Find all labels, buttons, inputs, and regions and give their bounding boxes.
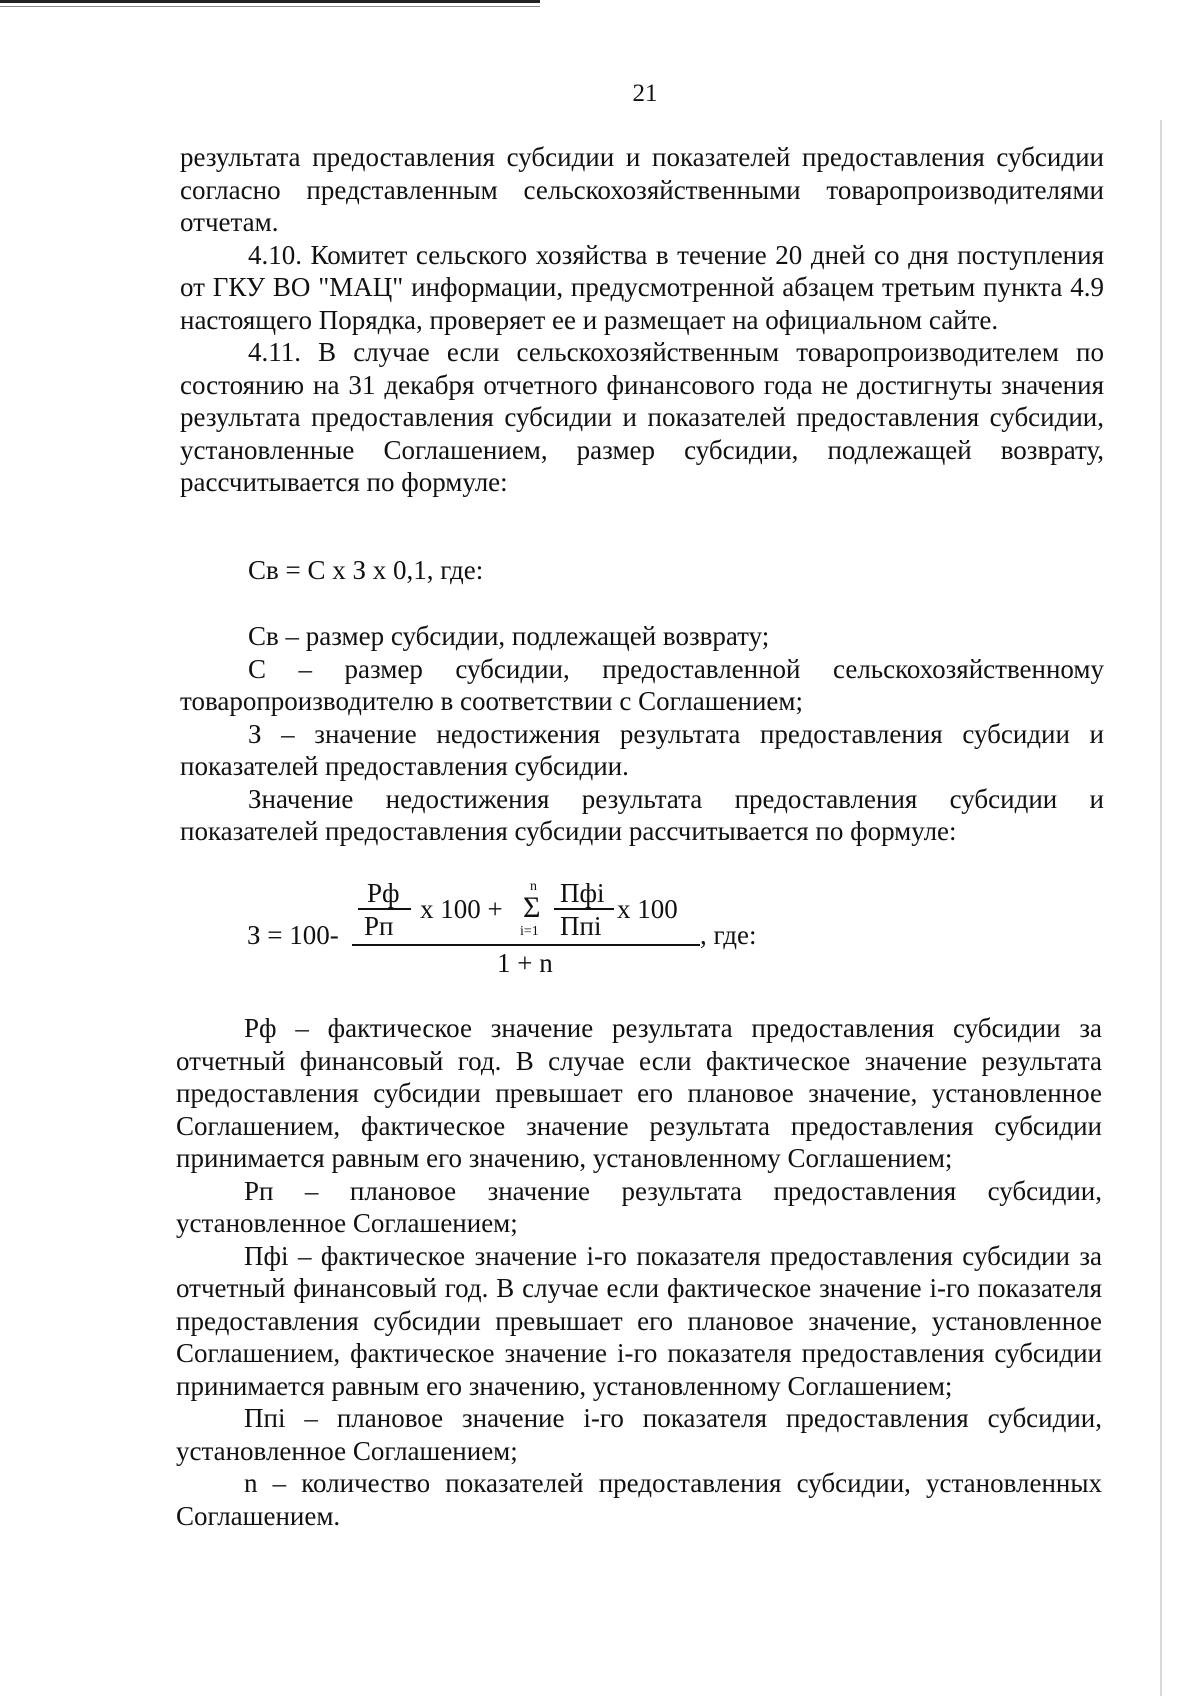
definition-rp: Рп – плановое значение результата предоставления субсидии, установленное Соглашением; <box>176 1175 1102 1238</box>
text-section-definitions <box>180 620 1104 848</box>
paragraph-4-11: 4.11. В случае если сельскохозяйственным товаропроизводителем по состоянию на 31 декабря отчетного финансового года не достигнуты значения результата предоставления субсидии и показателей предоставления субсидии, установленные Соглашением, размер субсидии, подлежащей возврату, рассчитывается по формуле: <box>180 337 1104 497</box>
definition-pf-i: Пфi – фактическое значение i-го показателя предоставления субсидии за отчетный финансовый год. В случае если фактическое значение i-го показателя предоставления субсидии превышает его плановое значение, установленное Соглашением, фактическое значение i-го показателя предоставления субсидии принимается равным его значению, установленному Соглашением; <box>176 1240 1102 1401</box>
formula-lhs: З = 100- <box>247 920 339 950</box>
text-section-variables <box>176 1012 1102 1532</box>
definition-n: n – количество показателей предоставления субсидии, установленных Соглашением. <box>176 1468 1102 1531</box>
text-section-top <box>180 141 1104 499</box>
page-number: 21 <box>632 80 658 107</box>
formula-rp: Рп <box>364 911 394 941</box>
fraction-bar-main <box>352 944 700 946</box>
sum-upper-limit: n <box>530 879 537 894</box>
definition-c: С – размер субсидии, предоставленной сельскохозяйственному товаропроизводителю в соответствии с Соглашением; <box>180 653 1104 716</box>
paragraph-continuation: результата предоставления субсидии и показателей предоставления субсидии согласно представленным сельскохозяйственными товаропроизводителями отчетам. <box>180 142 1104 237</box>
sum-sigma: Σ <box>523 891 541 924</box>
fraction-bar-rf-rp <box>358 908 411 910</box>
sum-lower-limit: i=1 <box>520 924 539 939</box>
formula-suffix: , где: <box>700 920 757 950</box>
scan-right-edge <box>1160 120 1162 1696</box>
formula-rf: Рф <box>367 878 400 908</box>
fraction-bar-pf-pp <box>554 908 614 910</box>
formula-pf-i: Пфi <box>560 878 605 908</box>
paragraph-z-formula-intro: Значение недостижения результата предоставления субсидии и показателей предоставления субсидии рассчитывается по формуле: <box>180 783 1104 846</box>
paragraph-4-10: 4.10. Комитет сельского хозяйства в течение 20 дней со дня поступления от ГКУ ВО "МАЦ" информации, предусмотренной абзацем третьим пункта 4.9 настоящего Порядка, проверяет ее и размещает на официальном сайте. <box>180 239 1104 335</box>
definition-cv: Св – размер субсидии, подлежащей возврату; <box>248 621 770 651</box>
scan-edge-line <box>0 0 540 3</box>
formula-return-amount: Св = С х З х 0,1, где: <box>248 555 484 585</box>
definition-rf: Рф – фактическое значение результата предоставления субсидии за отчетный финансовый год. В случае если фактическое значение результата предоставления субсидии превышает его плановое значение, установленное Соглашением, фактическое значение результата предоставления субсидии принимается равным его значению, установленному Соглашением; <box>176 1013 1102 1173</box>
formula-denominator: 1 + n <box>497 948 553 978</box>
scan-edge-line-thin <box>0 6 540 7</box>
formula-times100-a: х 100 + <box>420 894 503 924</box>
formula-times100-b: х 100 <box>617 894 678 924</box>
definition-pp-i: Ппi – плановое значение i-го показателя предоставления субсидии, установленное Соглашением; <box>176 1403 1102 1466</box>
formula-pp-i: Ппi <box>560 911 602 941</box>
definition-z: З – значение недостижения результата предоставления субсидии и показателей предоставления субсидии. <box>180 718 1104 781</box>
